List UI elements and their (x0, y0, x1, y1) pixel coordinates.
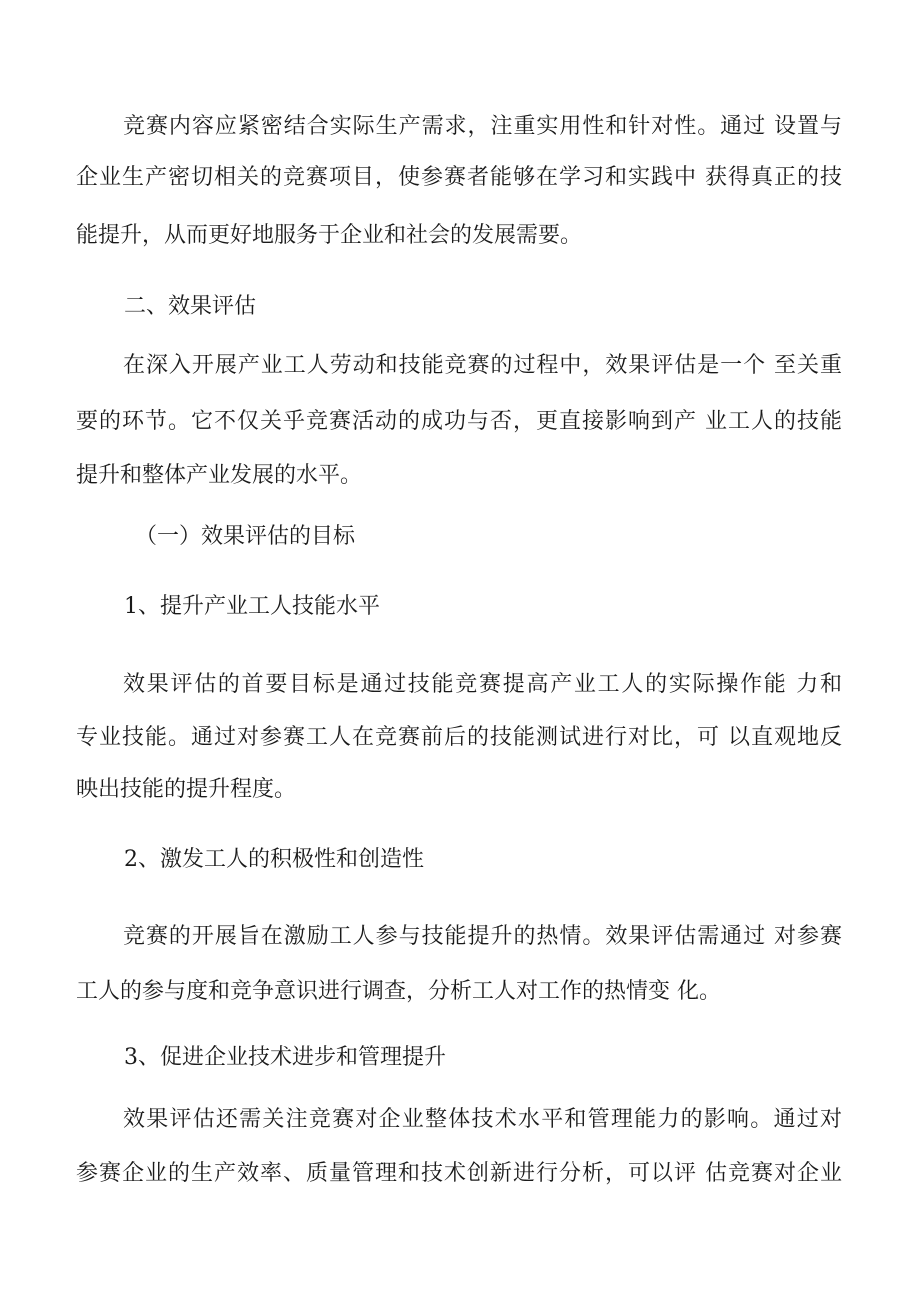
paragraph-3-line-2: 专业技能。通过对参赛工人在竞赛前后的技能测试进行对比，可 以直观地反 (76, 725, 842, 750)
paragraph-2-line-3: 提升和整体产业发展的水平。 (76, 463, 363, 488)
paragraph-1-line-2: 企业生产密切相关的竞赛项目，使参赛者能够在学习和实践中 获得真正的技 (76, 165, 842, 190)
paragraph-2-line-2: 要的环节。它不仅关乎竞赛活动的成功与否，更直接影响到产 业工人的技能 (76, 409, 842, 434)
item-heading-2: 2、激发工人的积极性和创造性 (124, 847, 424, 872)
paragraph-1-line-3: 能提升，从而更好地服务于企业和社会的发展需要。 (76, 223, 583, 248)
paragraph-5-line-1: 效果评估还需关注竞赛对企业整体技术水平和管理能力的影响。通过对 (123, 1107, 842, 1132)
subsection-heading-goals: （一）效果评估的目标 (135, 524, 356, 549)
paragraph-4-line-2: 工人的参与度和竞争意识进行调查，分析工人对工作的热情变 化。 (76, 979, 721, 1004)
paragraph-4-line-1: 竞赛的开展旨在激励工人参与技能提升的热情。效果评估需通过 对参赛 (123, 924, 842, 949)
paragraph-3-line-1: 效果评估的首要目标是通过技能竞赛提高产业工人的实际操作能 力和 (123, 672, 842, 697)
item-heading-3: 3、促进企业技术进步和管理提升 (124, 1045, 446, 1070)
section-heading-effect-evaluation: 二、效果评估 (124, 294, 257, 319)
paragraph-2-line-1: 在深入开展产业工人劳动和技能竞赛的过程中，效果评估是一个 至关重 (123, 353, 842, 378)
paragraph-3-line-3: 映出技能的提升程度。 (76, 777, 297, 802)
paragraph-1-line-1: 竞赛内容应紧密结合实际生产需求，注重实用性和针对性。通过 设置与 (123, 114, 842, 139)
paragraph-5-line-2: 参赛企业的生产效率、质量管理和技术创新进行分析，可以评 估竞赛对企业 (76, 1161, 842, 1186)
item-heading-1: 1、提升产业工人技能水平 (124, 594, 380, 619)
